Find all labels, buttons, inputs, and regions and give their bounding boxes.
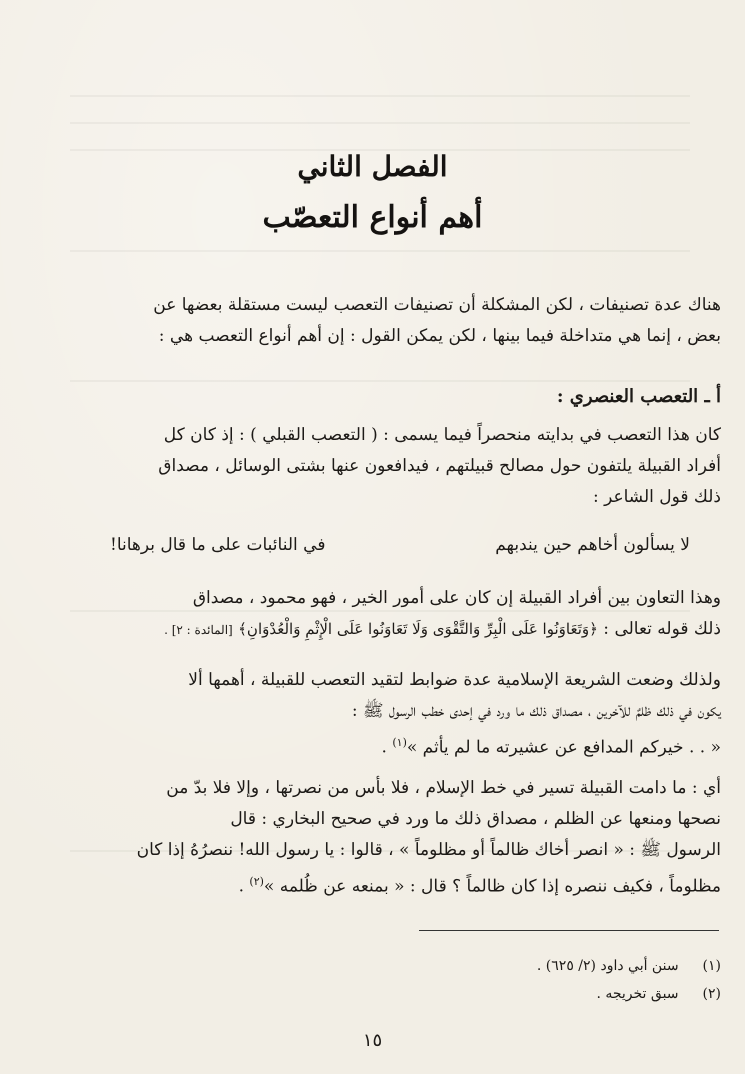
text-line — [105, 727, 721, 764]
footnote-number: (١) — [702, 958, 721, 974]
footnote-divider — [419, 930, 719, 931]
section-heading: أ ـ التعصب العنصري : — [556, 386, 721, 407]
text-line — [105, 866, 721, 903]
footnote-text: سبق تخريجه . — [596, 986, 679, 1002]
poem-verse — [110, 535, 690, 567]
bleed-through-line — [70, 250, 690, 252]
page-number: ١٥ — [362, 1030, 383, 1051]
bleed-through-line — [70, 122, 690, 124]
footnote-item — [105, 952, 721, 980]
text-line: كان هذا التعصب في بدايته منحصراً فيما يسمى : ( التعصب القبلي ) : إذ كان كل — [163, 425, 721, 445]
text-fragment: . — [238, 876, 250, 897]
text-line: يكون في ذلك ظلمٌ للآخرين ، مصداق ذلك ما ورد في إحدى خطب الرسول ﷺ : — [351, 701, 721, 721]
text-line: أي : ما دامت القبيلة تسير في خط الإسلام ، فلا بأس من نصرتها ، وإلا فلا بدّ من — [166, 778, 721, 798]
footnotes — [105, 952, 721, 1008]
text-fragment: . — [381, 737, 393, 758]
footnote-marker: (٢) — [249, 875, 264, 888]
poem-first-hemistich: لا يسألون أخاهم حين يندبهم — [495, 535, 690, 555]
text-line — [105, 614, 721, 646]
text-fragment: ذلك قوله تعالى : — [597, 619, 721, 639]
text-line: وهذا التعاون بين أفراد القبيلة إن كان على أمور الخير ، فهو محمود ، مصداق — [192, 588, 721, 608]
text-line: ذلك قول الشاعر : — [592, 487, 721, 507]
footnote-text: سنن أبي داود (٢/ ٦٢٥) . — [536, 958, 679, 974]
footnote-item — [105, 980, 721, 1008]
bleed-through-line — [70, 95, 690, 97]
chapter-title: أهم أنواع التعصّب — [262, 200, 483, 235]
text-fragment: مظلوماً ، فكيف ننصره إذا كان ظالماً ؟ قال : « بمنعه عن ظُلمه » — [263, 876, 721, 897]
paragraph-bukhari — [105, 773, 721, 903]
chapter-label: الفصل الثاني — [297, 150, 448, 183]
text-line: هناك عدة تصنيفات ، لكن المشكلة أن تصنيفات التعصب ليست مستقلة بعضها عن — [153, 295, 721, 315]
verse-reference: [المائدة : ٢] . — [164, 623, 233, 637]
text-line: أفراد القبيلة يلتفون حول مصالح قبيلتهم ، فيدافعون عنها بشتى الوسائل ، مصداق — [158, 456, 721, 476]
paragraph-sharia-rules — [105, 665, 721, 764]
poem-second-hemistich: في النائبات على ما قال برهانا! — [110, 535, 326, 555]
text-line: بعض ، إنما هي متداخلة فيما بينها ، لكن يمكن القول : إن أهم أنواع التعصب هي : — [158, 326, 721, 346]
paragraph-cooperation — [105, 583, 721, 646]
text-line: نصحها ومنعها عن الظلم ، مصداق ذلك ما ورد في صحيح البخاري : قال — [230, 809, 721, 829]
footnote-number: (٢) — [702, 986, 721, 1002]
hadith-quote: « . . خيركم المدافع عن عشيرته ما لم يأثم » — [406, 737, 721, 758]
paragraph-tribal-bias — [105, 420, 721, 513]
text-line: ولذلك وضعت الشريعة الإسلامية عدة ضوابط لتقيد التعصب للقبيلة ، أهمها ألا — [188, 670, 721, 690]
quran-verse: ﴿وَتَعَاوَنُوا عَلَى الْبِرِّ وَالتَّقْوَى وَلَا تَعَاوَنُوا عَلَى الْإِثْمِ وَالْعُدْوَانِ﴾ — [238, 620, 598, 638]
intro-paragraph — [105, 290, 721, 352]
footnote-marker: (١) — [392, 736, 407, 749]
text-line: الرسول ﷺ : « انصر أخاك ظالماً أو مظلوماً » ، قالوا : يا رسول الله! ننصرُهُ إذا كان — [136, 840, 721, 860]
